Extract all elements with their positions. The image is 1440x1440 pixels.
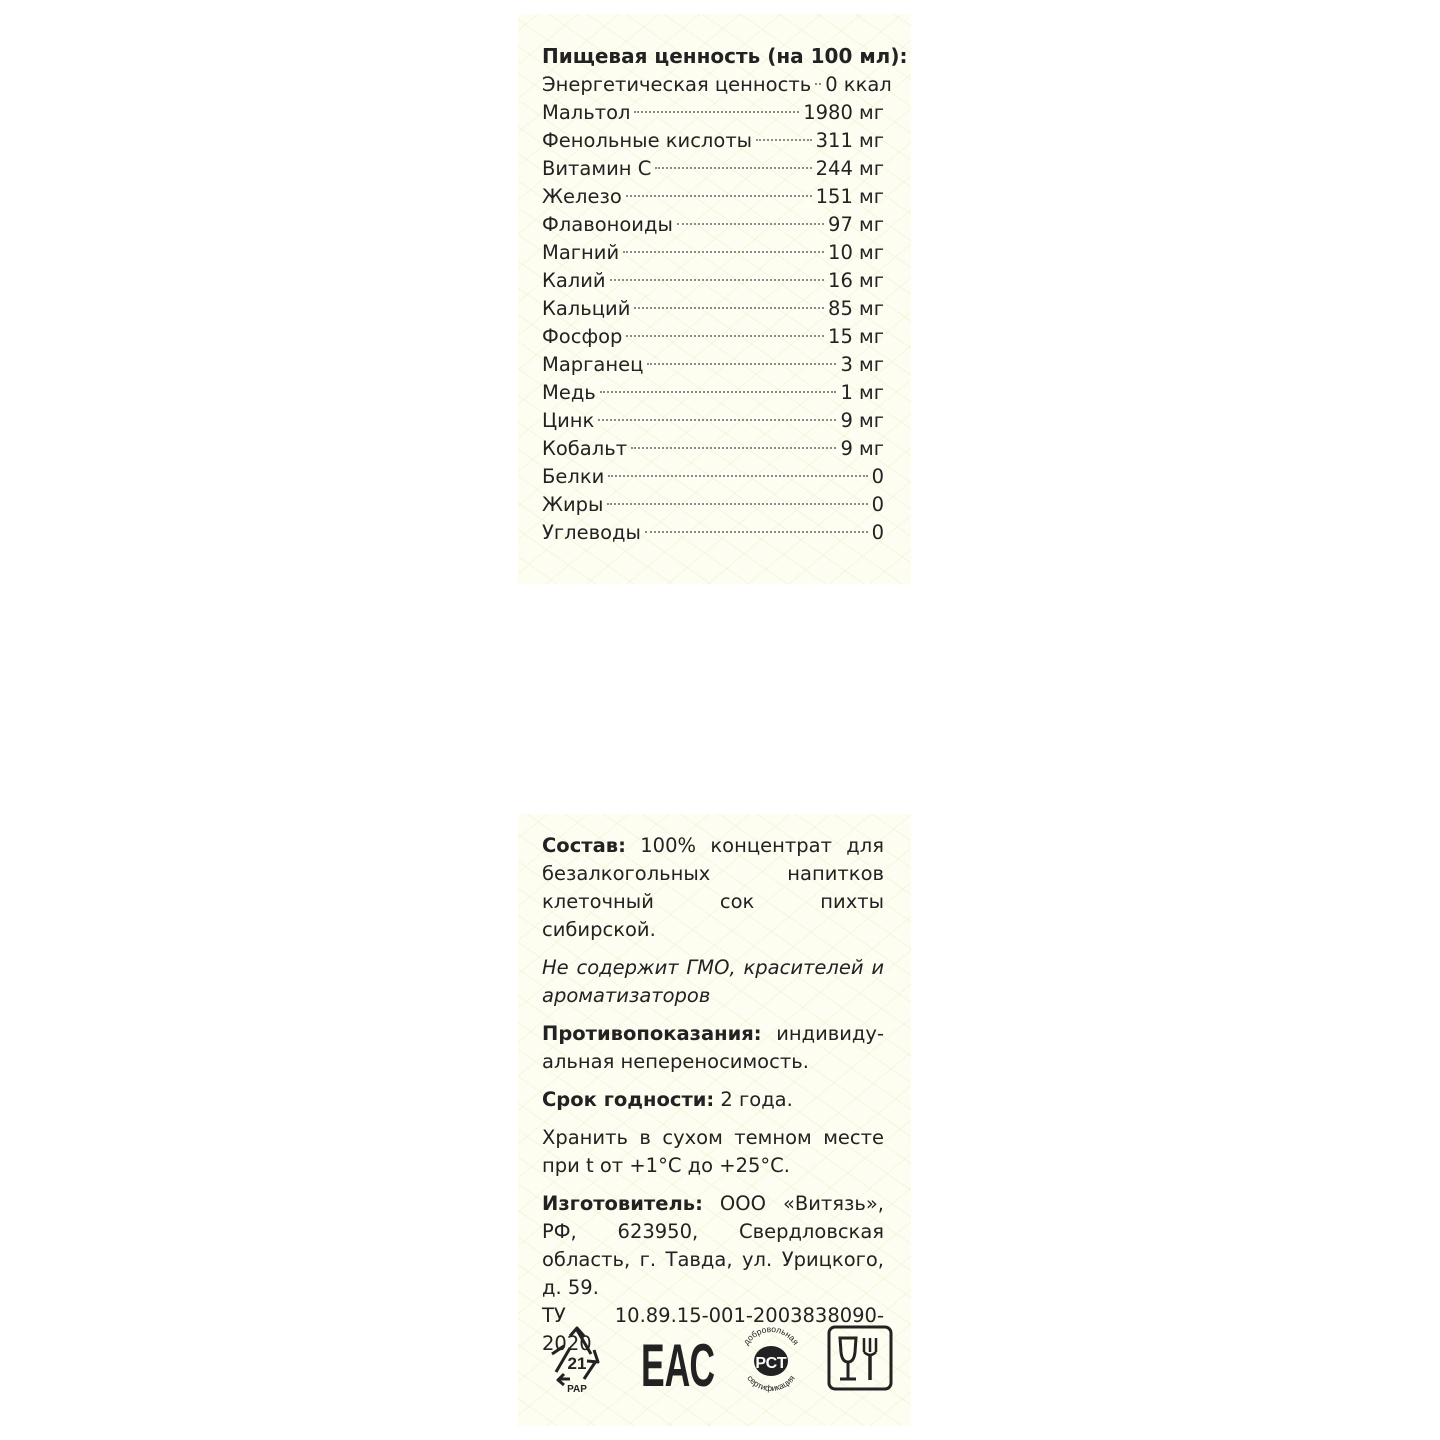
dot-leader [626,335,824,337]
composition-paragraph [542,832,884,944]
dot-leader [634,307,824,309]
shelf-life-text: 2 года. [720,1088,793,1111]
food-safe-glass-fork-icon [826,1324,894,1392]
voluntary-certification-icon [736,1324,806,1394]
manufacturer-text: ООО «Витязь», РФ, 623950, Свердловская область, г. Тавда, ул. Урицкого, д. 59. [542,1192,885,1299]
nutrient-name: Цинк [542,409,595,432]
nutrient-name: Энергетическая ценность [542,73,812,96]
eac-text: ЕАС [641,1332,715,1392]
svg-text:добровольная [741,1324,801,1347]
contraindications-label: Противопоказания: [542,1022,762,1045]
nutrient-value: 10 мг [828,241,884,264]
product-label-panel [518,14,911,1426]
nutrition-row [542,463,884,491]
nutrient-name: Кобальт [542,437,628,460]
nutrient-name: Калий [542,269,606,292]
no-gmo-note: Не содержит ГМО, красителей и ароматизаторов [542,956,884,1007]
cert-mark: РСТ [755,1355,787,1372]
nutrient-name: Фосфор [542,325,623,348]
composition-text: 100% концентрат для безалкогольных напитков клеточный сок пихты сибирской. [542,834,884,941]
certification-logos [540,1324,890,1394]
nutrient-name: Флавоноиды [542,213,673,236]
nutrient-name: Железо [542,185,622,208]
nutrient-name: Фенольные кислоты [542,129,753,152]
nutrition-row [542,295,884,323]
dot-leader [626,195,812,197]
nutrition-row [542,323,884,351]
shelf-life-label: Срок годности: [542,1088,715,1111]
dot-leader [607,503,867,505]
dot-leader [608,475,867,477]
nutrient-name: Магний [542,241,620,264]
nutrition-row [542,351,884,379]
blank-band [518,584,911,814]
nutrient-name: Белки [542,465,605,488]
dot-leader [598,419,836,421]
nutrient-name: Жиры [542,493,604,516]
nutrient-value: 85 мг [828,297,884,320]
nutrient-value: 97 мг [828,213,884,236]
nutrition-row [542,379,884,407]
storage-paragraph: Хранить в сухом темном месте при t от +1°С до +25°С. [542,1126,884,1177]
cert-top-text: добровольная [740,1324,802,1347]
recycle-number: 21 [567,1354,587,1373]
nutrient-value: 1 мг [840,381,884,404]
nutrient-value: 16 мг [828,269,884,292]
nutrient-value: 0 [871,465,884,488]
contraindications-paragraph [542,1020,884,1076]
nutrient-name: Мальтол [542,101,631,124]
nutrition-row [542,71,892,99]
nutrition-row [542,435,884,463]
dot-leader [645,531,868,533]
shelf-life-paragraph [542,1086,884,1114]
contraindications-text: индивиду-альная непереносимость. [542,1022,884,1073]
nutrition-row [542,127,884,155]
dot-leader [600,391,837,393]
nutrient-value: 311 мг [815,129,884,152]
nutrition-row [542,491,884,519]
nutrient-value: 0 ккал [825,73,892,96]
tu-code: ТУ 10.89.15-001-2003838090-2020 [542,1304,884,1355]
nutrition-row [542,99,884,127]
dot-leader [623,251,824,253]
dot-leader [677,223,824,225]
nutrition-row [542,519,884,547]
nutrient-name: Марганец [542,353,644,376]
dot-leader [647,363,836,365]
nutrient-value: 244 мг [815,157,884,180]
dot-leader [631,447,836,449]
recycle-code: PAP [567,1384,587,1394]
dot-leader [756,139,812,141]
nutrient-value: 0 [871,521,884,544]
nutrition-row [542,211,884,239]
nutrient-name: Углеводы [542,521,641,544]
manufacturer-label: Изготовитель: [542,1192,703,1215]
nutrient-value: 15 мг [828,325,884,348]
nutrition-row [542,155,884,183]
nutrient-value: 3 мг [840,353,884,376]
dot-leader [815,83,821,85]
nutrient-name: Медь [542,381,596,404]
nutrient-value: 1980 мг [803,101,884,124]
cert-bottom-text: сертификация [745,1373,797,1394]
eac-mark-icon [638,1324,718,1392]
nutrient-value: 151 мг [815,185,884,208]
nutrition-rows [542,71,892,547]
nutrition-table [542,42,908,547]
nutrient-name: Кальций [542,297,631,320]
nutrient-value: 9 мг [840,437,884,460]
nutrition-row [542,267,884,295]
product-info [542,832,884,1368]
dot-leader [610,279,824,281]
nutrition-row [542,407,884,435]
dot-leader [655,167,811,169]
nutrition-title: Пищевая ценность (на 100 мл): [542,44,908,68]
nutrient-name: Витамин С [542,157,652,180]
nutrition-row [542,239,884,267]
nutrition-row [542,183,884,211]
dot-leader [634,111,799,113]
nutrient-value: 9 мг [840,409,884,432]
nutrient-value: 0 [871,493,884,516]
composition-label: Состав: [542,834,626,857]
manufacturer-paragraph [542,1190,884,1302]
recycle-icon [542,1324,612,1394]
